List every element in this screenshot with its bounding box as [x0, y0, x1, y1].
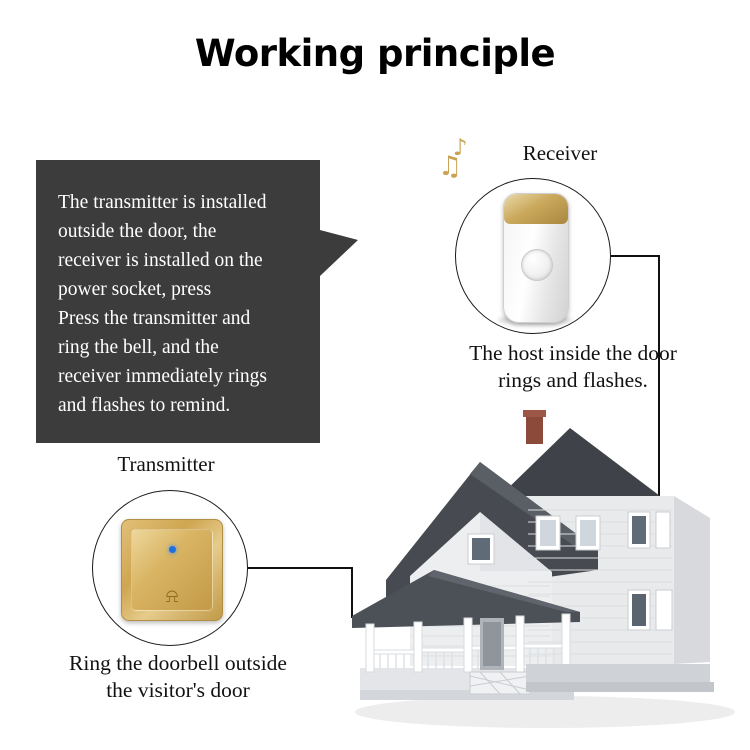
transmitter-label: Transmitter	[117, 452, 215, 476]
receiver-caption	[408, 340, 738, 394]
receiver-button-icon	[521, 249, 553, 281]
callout-line-1: The transmitter is installed	[58, 192, 267, 213]
transmitter-caption-line-1: Ring the doorbell outside	[69, 651, 287, 675]
callout-line-8: and flashes to remind.	[58, 395, 231, 416]
music-note-2: ♫	[438, 151, 463, 182]
receiver-callout-circle	[455, 178, 611, 334]
transmitter-faceplate	[131, 529, 213, 611]
doorbell-icon: ⍾	[165, 586, 179, 607]
receiver-label: Receiver	[522, 141, 598, 165]
callout-line-3: receiver is installed on the	[58, 250, 263, 271]
callout-line-4: power socket, press	[58, 279, 212, 300]
page-title: Working principle	[194, 32, 556, 75]
callout-box	[36, 160, 320, 443]
receiver-device	[503, 193, 569, 323]
transmitter-callout-circle	[92, 490, 248, 646]
callout-line-7: receiver immediately rings	[58, 366, 267, 387]
receiver-caption-line-2: rings and flashes.	[498, 368, 648, 392]
music-note-1: ♪	[453, 135, 468, 161]
callout-tail	[320, 230, 358, 276]
transmitter-caption	[28, 650, 328, 704]
callout-line-6: ring the bell, and the	[58, 337, 219, 358]
receiver-gold-top	[504, 194, 568, 224]
transmitter-caption-line-2: the visitor's door	[106, 678, 250, 702]
receiver-caption-line-1: The host inside the door	[469, 341, 677, 365]
led-indicator-icon	[169, 546, 176, 553]
transmitter-device	[121, 519, 223, 621]
house-illustration	[330, 400, 750, 730]
callout-line-2: outside the door, the	[58, 221, 217, 242]
callout-line-5: Press the transmitter and	[58, 308, 251, 329]
